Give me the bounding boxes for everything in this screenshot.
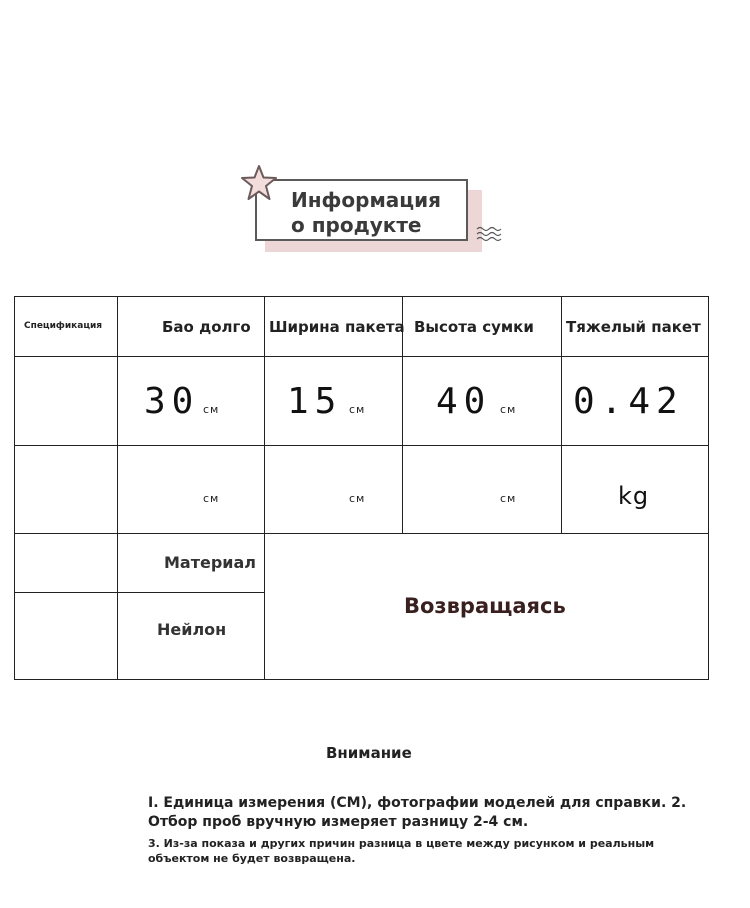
width-value: 15	[287, 381, 343, 422]
header-bao: Бао долго	[162, 318, 251, 336]
header-width: Ширина пакета	[269, 318, 405, 336]
table-vline	[264, 296, 265, 680]
table-hline	[14, 356, 709, 357]
header-title-line2: о продукте	[291, 213, 422, 237]
header-title	[291, 188, 441, 238]
table-hline	[14, 533, 709, 534]
note-2: 3. Из-за показа и других причин разница в цвете между рисунком и реальным объектом не будет возвращена.	[148, 837, 655, 865]
height-value: 40	[436, 381, 492, 422]
header-weight: Тяжелый пакет	[566, 318, 701, 336]
material-value: Нейлон	[157, 620, 227, 639]
table-vline	[117, 296, 118, 680]
notice-title: Внимание	[326, 744, 412, 762]
bao-value: 30	[144, 381, 200, 422]
return-text: Возвращаясь	[404, 594, 566, 618]
wave-lines-icon	[476, 226, 502, 242]
height-unit: см	[500, 403, 517, 416]
header-height: Высота сумки	[414, 318, 534, 336]
height-unit-row2: см	[500, 492, 517, 505]
spec-table	[14, 296, 709, 680]
header-title-line1: Информация	[291, 188, 441, 212]
width-unit: см	[349, 403, 366, 416]
star-icon	[240, 164, 278, 202]
note-1: I. Единица измерения (CM), фотографии моделей для справки. 2. Отбор проб вручную измеряет разницу 2-4 см.	[148, 795, 687, 830]
bao-unit: см	[203, 403, 220, 416]
weight-value: 0.42	[573, 381, 684, 422]
table-hline	[14, 445, 709, 446]
table-vline	[561, 296, 562, 533]
table-hline	[14, 592, 264, 593]
weight-unit-row2: kg	[618, 482, 650, 510]
material-label: Материал	[164, 553, 257, 572]
spec-label: Спецификация	[24, 321, 103, 331]
width-unit-row2: см	[349, 492, 366, 505]
bao-unit-row2: см	[203, 492, 220, 505]
